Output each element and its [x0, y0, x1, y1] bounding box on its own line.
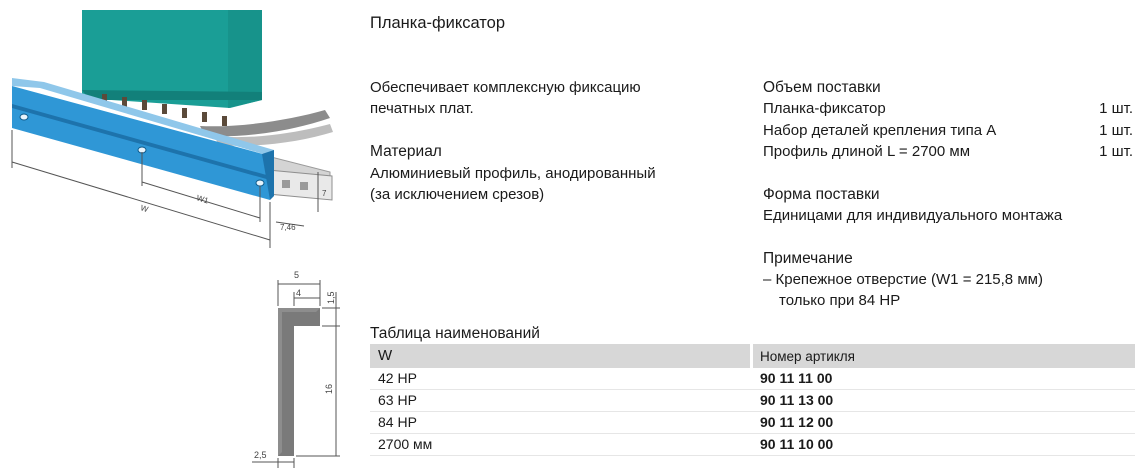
table-header-article: Номер артикля	[760, 349, 855, 364]
table-row	[370, 368, 1135, 390]
delivery-form-text: Единицами для индивидуального монтажа	[763, 207, 1063, 224]
table-cell-article: 90 11 11 00	[760, 370, 833, 386]
note-line-1: – Крепежное отверстие (W1 = 215,8 мм)	[763, 271, 1043, 288]
scope-item	[763, 120, 1135, 142]
dim-label-7-46: 7,46	[280, 223, 296, 232]
table-cell-w: 42 HP	[378, 370, 417, 386]
table-header-w: W	[378, 347, 393, 364]
table-cell-article: 90 11 13 00	[760, 392, 834, 408]
description-line-1: Обеспечивает комплексную фиксацию	[370, 79, 641, 96]
table-caption: Таблица наименований	[370, 325, 540, 342]
delivery-form-heading: Форма поставки	[763, 186, 880, 203]
description-line-2: печатных плат.	[370, 100, 474, 117]
scope-heading: Объем поставки	[763, 79, 881, 96]
scope-item-label: Планка-фиксатор	[763, 100, 886, 117]
material-line-1: Алюминиевый профиль, анодированный	[370, 165, 656, 182]
table-row	[370, 434, 1135, 456]
scope-item-qty: 1 шт.	[1099, 100, 1133, 117]
table-row	[370, 390, 1135, 412]
note-heading: Примечание	[763, 250, 853, 267]
profile-dim-1-5: 1,5	[326, 291, 336, 304]
material-line-2: (за исключением срезов)	[370, 186, 545, 203]
page-title: Планка-фиксатор	[370, 14, 506, 32]
profile-dim-16: 16	[324, 383, 334, 394]
dim-label-w: W	[139, 203, 150, 215]
scope-item	[763, 98, 1135, 120]
note-line-2: только при 84 HP	[779, 292, 901, 309]
table-cell-w: 84 HP	[378, 414, 417, 430]
dim-label-7: 7	[322, 189, 327, 198]
scope-item-qty: 1 шт.	[1099, 122, 1133, 139]
table-header-row	[370, 344, 1135, 368]
profile-dim-5: 5	[294, 270, 300, 280]
profile-cross-section-drawing	[240, 260, 350, 472]
material-heading: Материал	[370, 143, 442, 160]
scope-item-qty: 1 шт.	[1099, 143, 1133, 160]
profile-dim-4: 4	[296, 288, 302, 298]
profile-shape	[278, 308, 320, 456]
profile-dim-2-5: 2,5	[254, 450, 267, 460]
table-cell-w: 63 HP	[378, 392, 417, 408]
table-cell-article: 90 11 10 00	[760, 436, 834, 452]
table-cell-article: 90 11 12 00	[760, 414, 834, 430]
scope-item-label: Набор деталей крепления типа A	[763, 122, 997, 139]
table-cell-w: 2700 мм	[378, 436, 433, 452]
scope-item	[763, 141, 1135, 163]
article-table	[370, 344, 1135, 456]
dim-label-w1: W1	[195, 193, 210, 206]
table-row	[370, 412, 1135, 434]
rail-isometric-drawing	[0, 0, 345, 255]
scope-item-label: Профиль длиной L = 2700 мм	[763, 143, 971, 160]
